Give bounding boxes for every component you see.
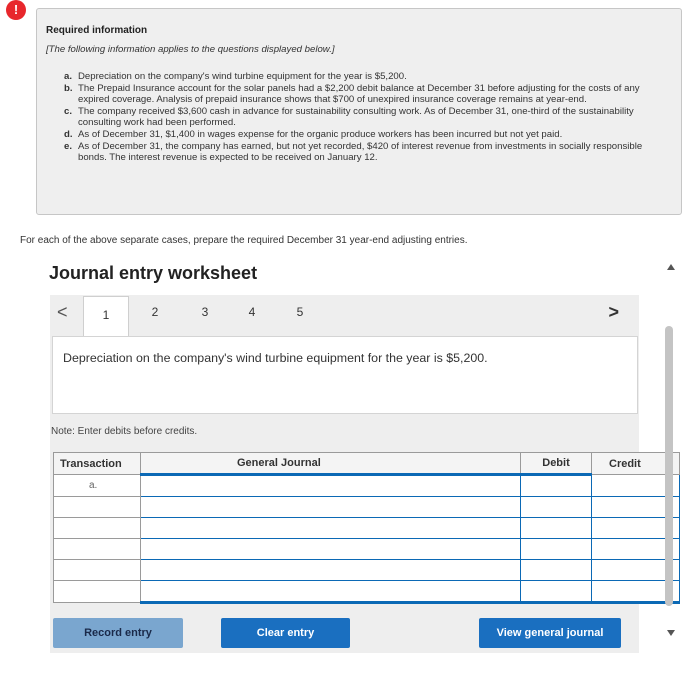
item-letter: a. — [64, 71, 73, 82]
transaction-cell — [54, 581, 141, 603]
table-row — [54, 475, 680, 497]
debit-input[interactable] — [521, 581, 592, 603]
clear-entry-button[interactable]: Clear entry — [221, 618, 350, 648]
header-transaction: Transaction — [54, 453, 141, 475]
tab-4[interactable]: 4 — [248, 305, 256, 319]
debit-input[interactable] — [521, 539, 592, 560]
item-letter: e. — [64, 140, 73, 152]
table-row — [54, 560, 680, 581]
transaction-cell — [54, 518, 141, 539]
view-general-journal-button[interactable]: View general journal — [479, 618, 621, 648]
list-item — [64, 106, 652, 129]
debit-input[interactable] — [521, 497, 592, 518]
transaction-cell — [54, 560, 141, 581]
required-information-subtitle: [The following information applies to the questions displayed below.] — [46, 44, 335, 55]
required-information-title: Required information — [46, 25, 148, 36]
item-letter: b. — [64, 82, 73, 94]
scrollbar-thumb[interactable] — [665, 326, 673, 606]
item-letter: c. — [64, 105, 73, 117]
journal-table — [53, 452, 680, 604]
list-item — [64, 141, 652, 164]
item-text: As of December 31, the company has earned, but not yet recorded, $420 of interest revenue from investments in socially responsible bonds. The interest revenue is expected to be received on January 12. — [78, 140, 643, 164]
tab-1[interactable] — [83, 296, 129, 337]
transaction-cell — [54, 497, 141, 518]
debit-input[interactable] — [521, 475, 592, 497]
debit-input[interactable] — [521, 518, 592, 539]
item-text: The company received $3,600 cash in advance for sustainability consulting work. As of December 31, one-third of the sustainability consulting work had been performed. — [78, 105, 634, 129]
list-item — [64, 129, 652, 141]
tab-3[interactable]: 3 — [201, 305, 209, 319]
worksheet-title: Journal entry worksheet — [49, 263, 258, 283]
transaction-cell — [54, 539, 141, 560]
required-information-list — [64, 71, 652, 164]
table-row — [54, 497, 680, 518]
tab-label: 1 — [102, 308, 110, 322]
entry-description-box — [52, 336, 638, 414]
entry-note: Note: Enter debits before credits. — [51, 426, 198, 437]
general-journal-input[interactable] — [141, 539, 521, 560]
header-general-journal: General Journal — [141, 453, 521, 475]
transaction-cell: a. — [54, 475, 141, 497]
general-journal-input[interactable] — [141, 475, 521, 497]
general-journal-input[interactable] — [141, 518, 521, 539]
table-header-row — [54, 453, 680, 475]
item-text: The Prepaid Insurance account for the solar panels had a $2,200 debit balance at December 31 before adjusting for the costs of any expired coverage. Analysis of prepaid insurance shows that $700 of unexpired insurance coverage remains at year-end. — [78, 82, 640, 106]
list-item — [64, 83, 652, 106]
tab-2[interactable]: 2 — [151, 305, 159, 319]
table-row — [54, 539, 680, 560]
header-credit: Credit — [592, 453, 680, 475]
general-journal-input[interactable] — [141, 581, 521, 603]
general-journal-input[interactable] — [141, 497, 521, 518]
item-letter: d. — [64, 128, 73, 140]
alert-icon: ! — [6, 0, 26, 20]
list-item — [64, 71, 652, 83]
tab-5[interactable]: 5 — [296, 305, 304, 319]
record-entry-button[interactable]: Record entry — [53, 618, 183, 648]
general-journal-input[interactable] — [141, 560, 521, 581]
scroll-down-arrow-icon[interactable] — [667, 630, 675, 636]
header-debit: Debit — [521, 453, 592, 475]
worksheet-tab-bar — [50, 296, 639, 336]
scroll-up-arrow-icon[interactable] — [667, 264, 675, 270]
item-text: Depreciation on the company's wind turbine equipment for the year is $5,200. — [78, 71, 407, 82]
previous-arrow-icon[interactable]: < — [57, 302, 68, 322]
instruction-text: For each of the above separate cases, prepare the required December 31 year-end adjusting entries. — [20, 235, 468, 246]
debit-input[interactable] — [521, 560, 592, 581]
table-row — [54, 518, 680, 539]
entry-description: Depreciation on the company's wind turbine equipment for the year is $5,200. — [63, 351, 488, 365]
table-row — [54, 581, 680, 603]
item-text: As of December 31, $1,400 in wages expense for the organic produce workers has been incurred but not yet paid. — [78, 128, 563, 140]
next-arrow-icon[interactable]: > — [608, 302, 619, 322]
